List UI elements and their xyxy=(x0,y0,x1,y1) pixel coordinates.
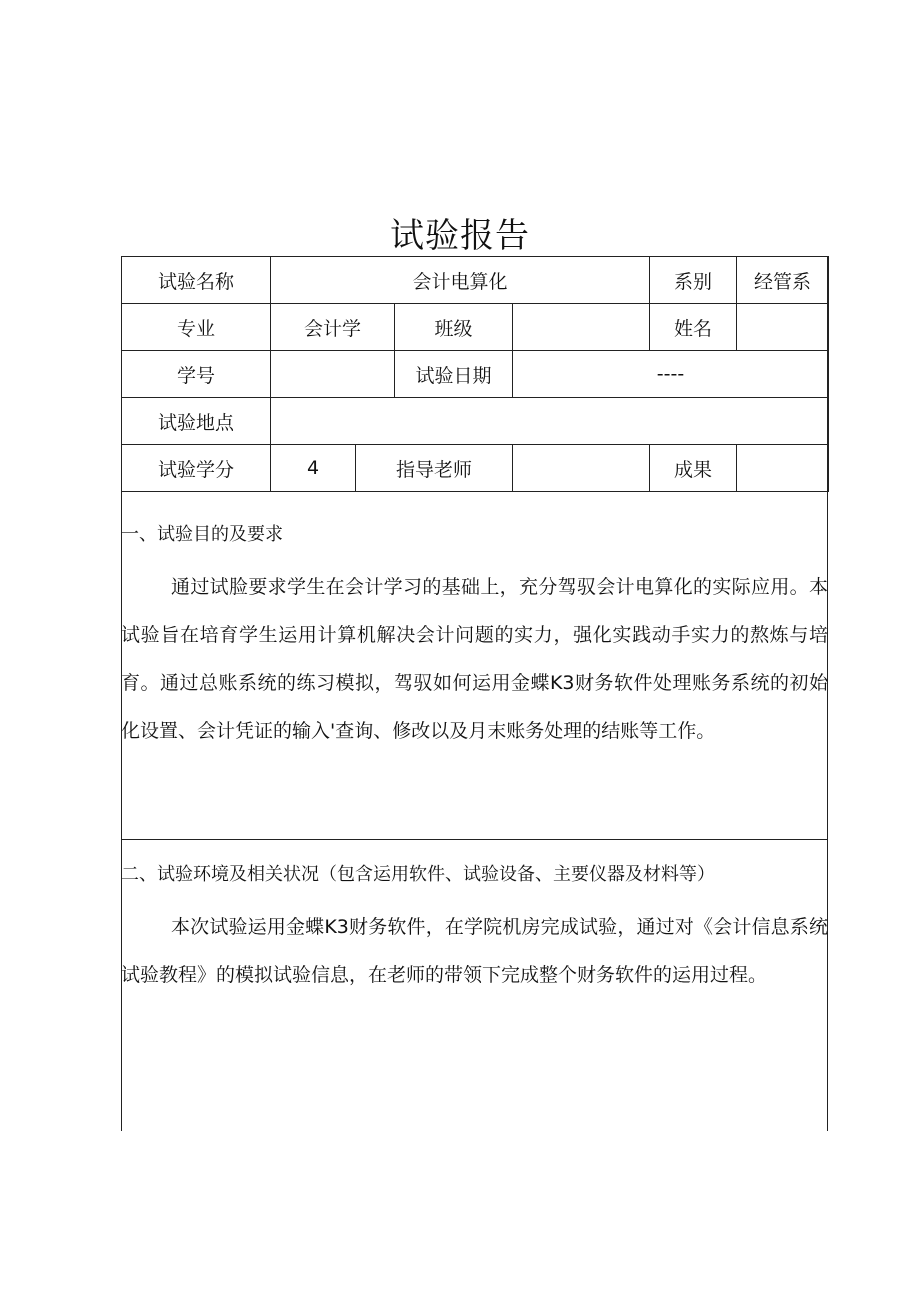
experiment-date-value[interactable]: ---- xyxy=(513,351,829,398)
report-info-table xyxy=(121,256,829,492)
credit-label: 试验学分 xyxy=(122,445,271,492)
department-value[interactable]: 经管系 xyxy=(737,257,829,304)
credit-value[interactable]: 4 xyxy=(271,445,356,492)
score-value[interactable] xyxy=(737,445,829,492)
table-row xyxy=(122,445,829,492)
section-purpose-heading: 一、试验目的及要求 xyxy=(121,524,283,545)
student-id-label: 学号 xyxy=(122,351,271,398)
class-label: 班级 xyxy=(395,304,513,351)
section-purpose-body: 通过试脸要求学生在会计学习的基础上，充分驾驭会计电算化的实际应用。本试验旨在培育学生运用计算机解决会计问题的实力，强化实践动手实力的熬炼与培育。通过总账系统的练习模拟，驾驭如何运用金蝶K3财务软件处理账务系统的初始化设置、会计凭证的输入'查询、修改以及月末账务处理的结账等工作。 xyxy=(121,576,828,742)
section-environment xyxy=(121,860,828,999)
teacher-value[interactable] xyxy=(513,445,650,492)
experiment-date-label: 试验日期 xyxy=(395,351,513,398)
experiment-place-label: 试验地点 xyxy=(122,398,271,445)
student-name-value[interactable] xyxy=(737,304,829,351)
section-environment-body: 本次试验运用金蝶K3财务软件，在学院机房完成试验，通过对《会计信息系统试验教程》的模拟试验信息，在老师的带领下完成整个财务软件的运用过程。 xyxy=(121,916,828,986)
major-value[interactable]: 会计学 xyxy=(271,304,395,351)
table-row xyxy=(122,351,829,398)
table-row xyxy=(122,304,829,351)
department-label: 系别 xyxy=(650,257,737,304)
section-purpose xyxy=(121,520,828,755)
section-divider xyxy=(121,839,828,840)
experiment-place-value[interactable] xyxy=(271,398,829,445)
class-value[interactable] xyxy=(513,304,650,351)
experiment-name-value[interactable]: 会计电算化 xyxy=(271,257,650,304)
table-row xyxy=(122,257,829,304)
experiment-name-label: 试验名称 xyxy=(122,257,271,304)
section-environment-heading: 二、试验环境及相关状况（包含运用软件、试验设备、主要仪器及材料等） xyxy=(121,864,715,885)
page-title: 试验报告 xyxy=(390,216,530,256)
student-name-label: 姓名 xyxy=(650,304,737,351)
table-row xyxy=(122,398,829,445)
student-id-value[interactable] xyxy=(271,351,395,398)
score-label: 成果 xyxy=(650,445,737,492)
teacher-label: 指导老师 xyxy=(356,445,513,492)
major-label: 专业 xyxy=(122,304,271,351)
